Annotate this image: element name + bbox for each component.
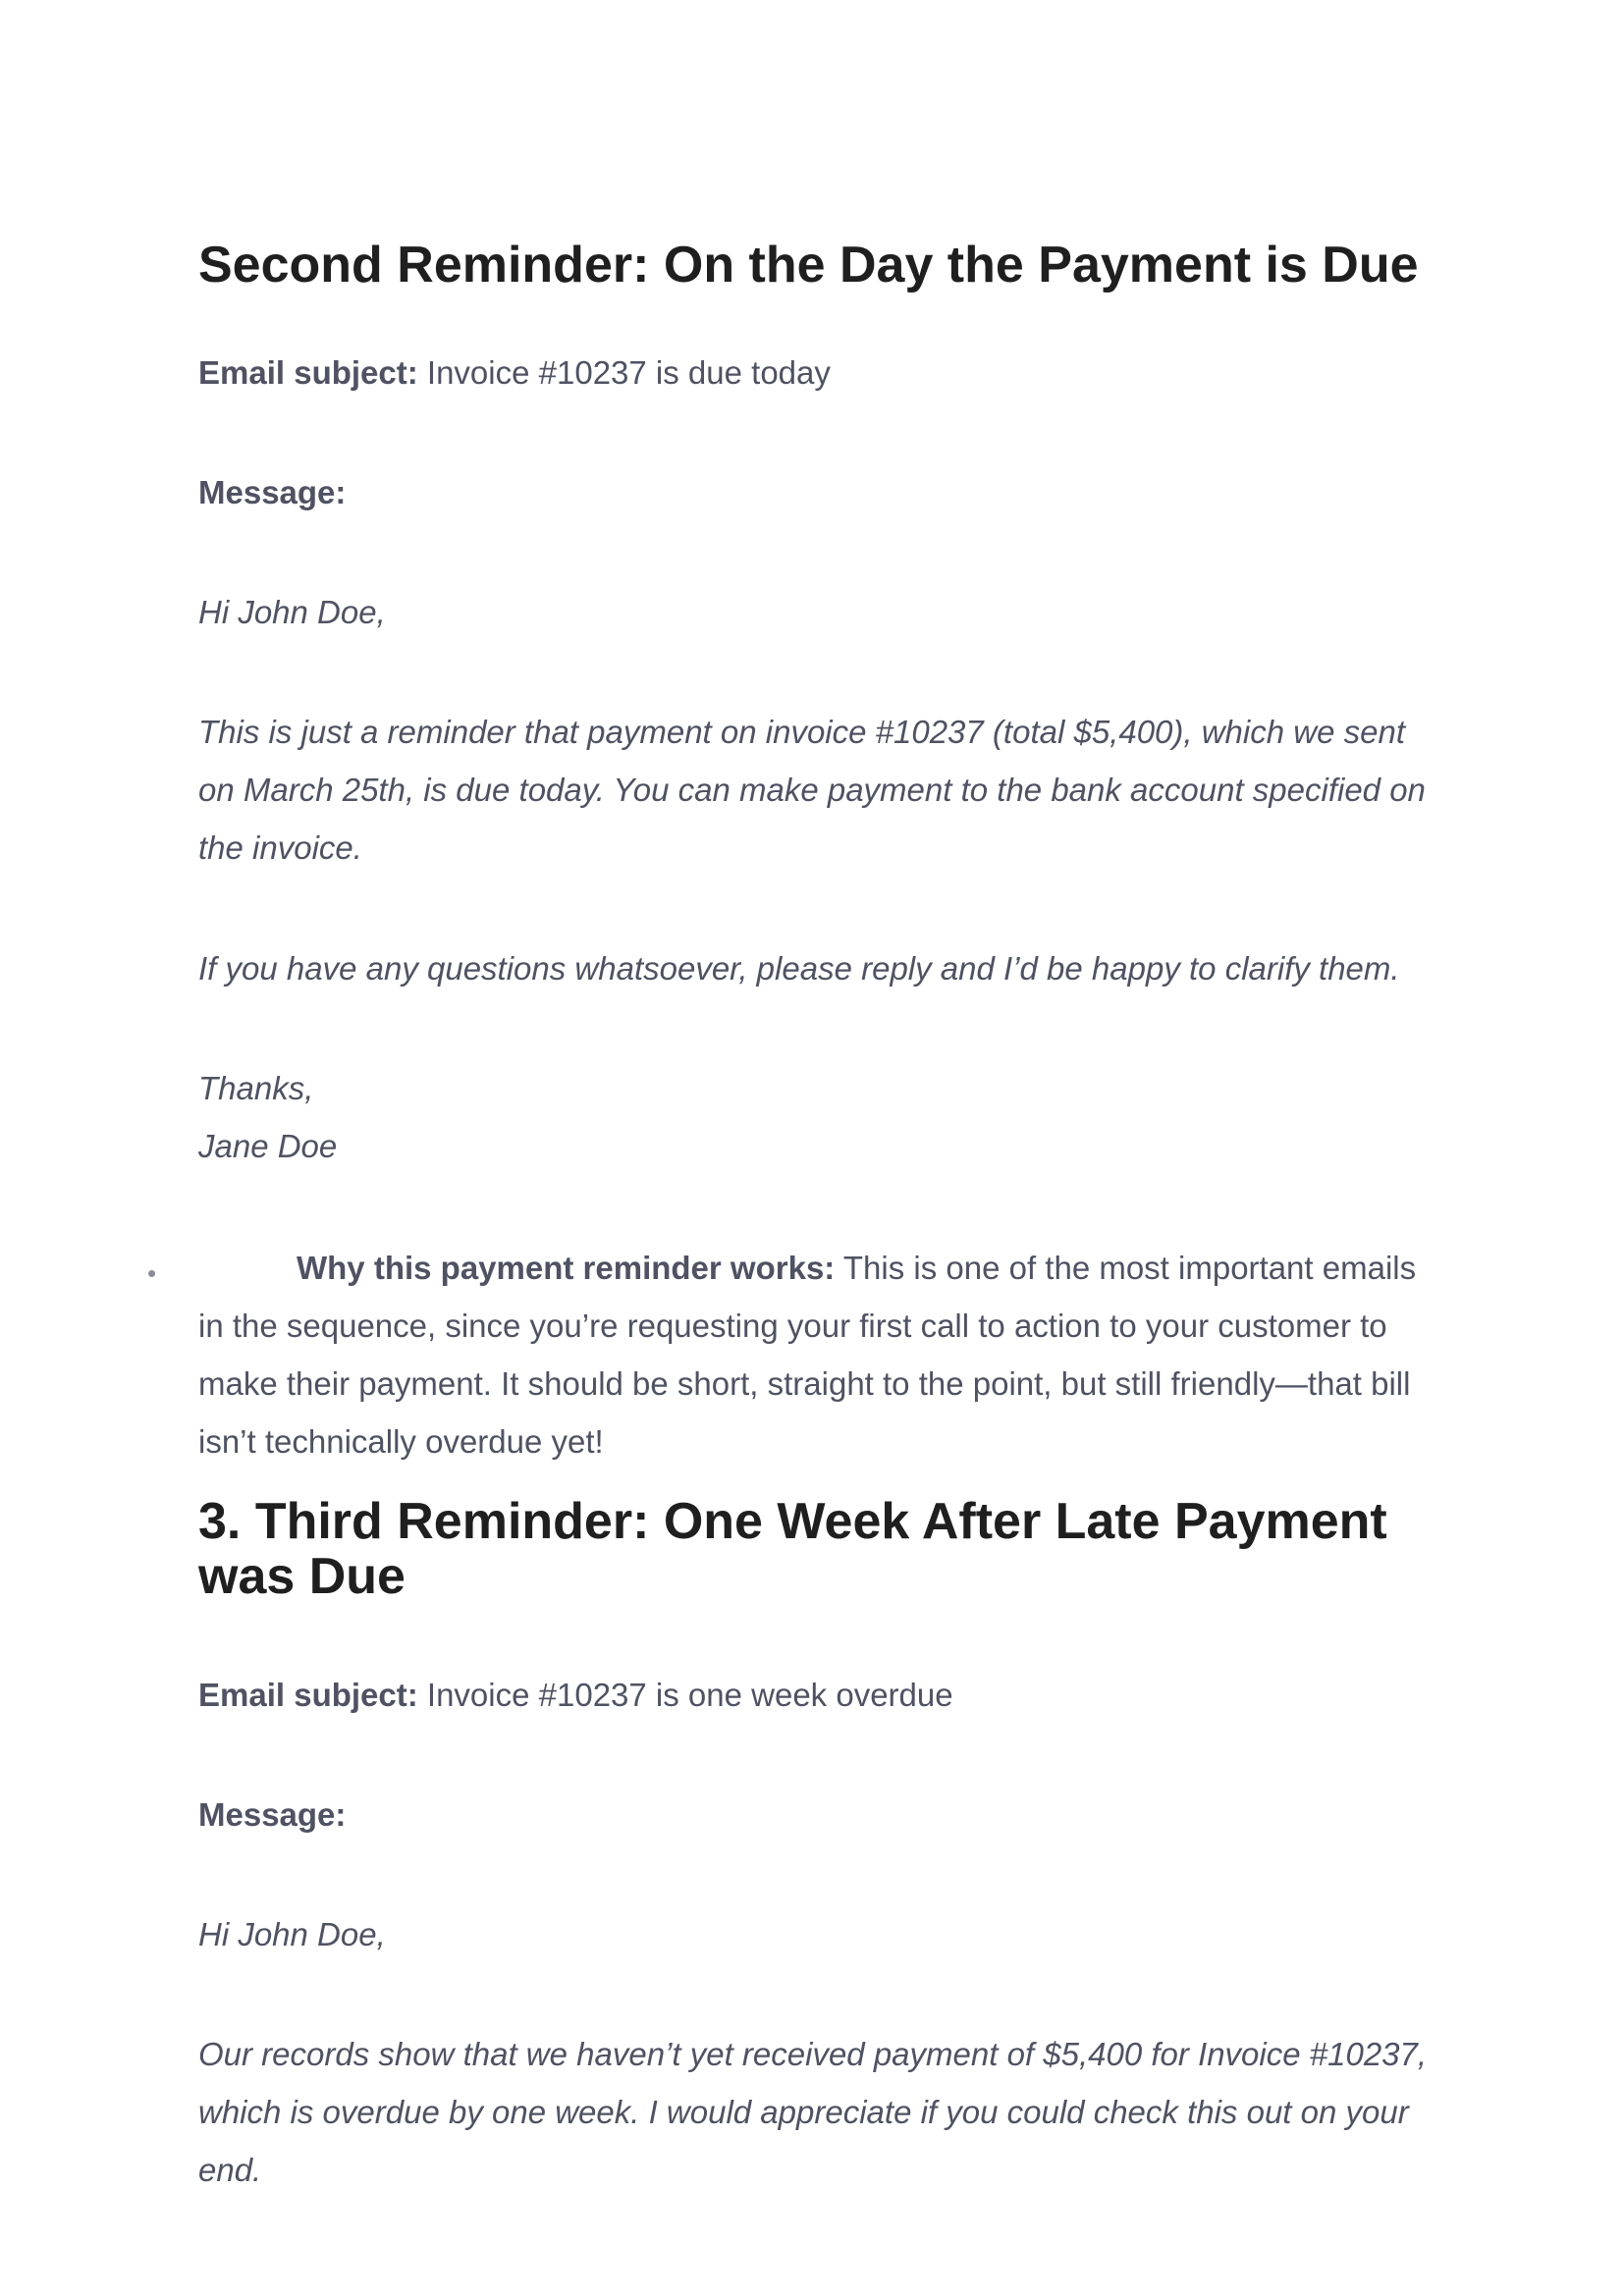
section2-questions: If you have any questions whatsoever, please reply and I’d be happy to clarify them. <box>198 950 1400 987</box>
section3-subject-value: Invoice #10237 is one week overdue <box>417 1677 953 1713</box>
section3-email-subject <box>198 1666 953 1724</box>
section2-greeting: Hi John Doe, <box>198 594 386 630</box>
section2-subject-value: Invoice #10237 is due today <box>417 354 831 391</box>
bullet-point-icon: • <box>147 1258 157 1288</box>
section2-message-label: Message: <box>198 474 347 510</box>
section2-signature: Jane Doe <box>198 1128 338 1164</box>
section3-heading: 3. Third Reminder: One Week After Late Payment was Due <box>198 1493 1387 1605</box>
why-it-works-note <box>198 1239 1445 1470</box>
section2-subject-label: Email subject: <box>198 354 418 391</box>
section2-heading: Second Reminder: On the Day the Payment is Due <box>198 237 1419 294</box>
section2-email-subject <box>198 344 831 401</box>
section2-body: This is just a reminder that payment on invoice #10237 (total $5,400), which we sent on March 25th, is due today. You can make payment to the bank account specified on the invoice. <box>198 714 1426 866</box>
why-it-works-label: Why this payment reminder works: <box>297 1250 836 1286</box>
section2-signoff: Thanks, <box>198 1070 314 1106</box>
section3-subject-label: Email subject: <box>198 1677 418 1713</box>
section3-message-label: Message: <box>198 1796 347 1833</box>
why-it-works-text: This is one of the most important emails in the sequence, since you’re requesting your first call to action to your customer to make their payment. It should be short, straight to the point, but still friendly—that bill isn’t technically overdue yet! <box>198 1250 1417 1460</box>
section3-greeting: Hi John Doe, <box>198 1916 386 1952</box>
section3-body: Our records show that we haven’t yet received payment of $5,400 for Invoice #10237, which is overdue by one week. I would appreciate if you could check this out on your end. <box>198 2036 1428 2188</box>
